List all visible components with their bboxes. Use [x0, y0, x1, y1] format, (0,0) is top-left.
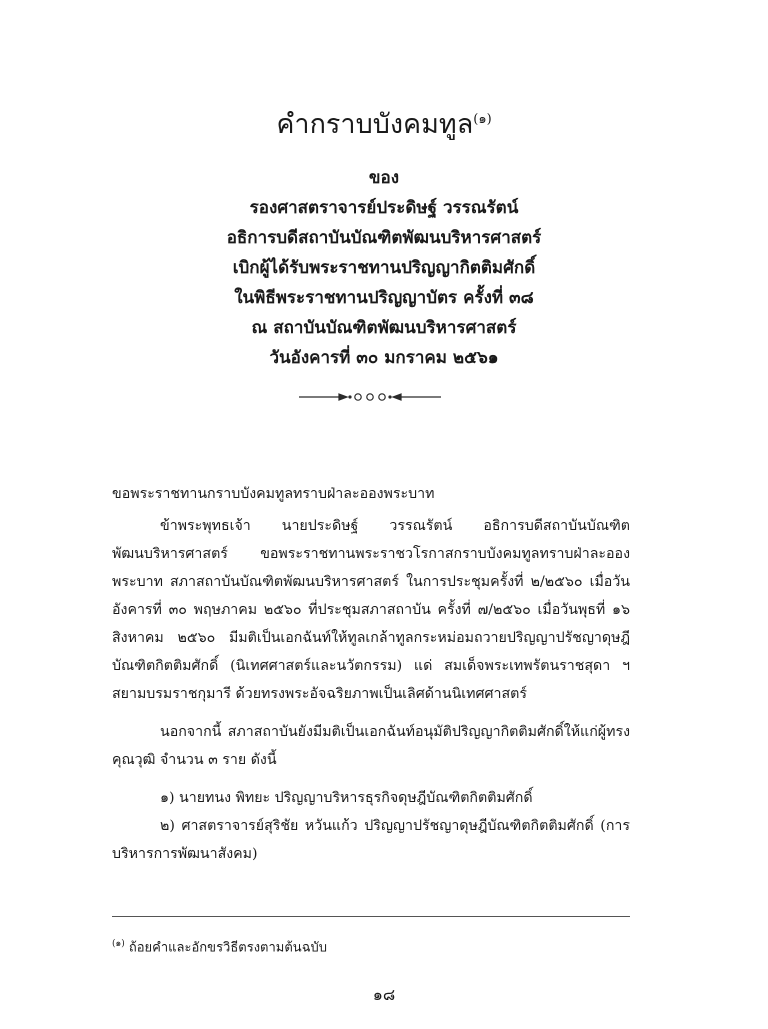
footnote-text: ถ้อยคำและอักขรวิธีตรงตามต้นฉบับ: [124, 940, 328, 956]
footnote-marker: (๑): [112, 939, 125, 949]
decorative-divider-icon: [295, 388, 445, 406]
header-line-purpose: เบิกผู้ได้รับพระราชทานปริญญากิตติมศักดิ์: [232, 258, 536, 278]
paragraph-additional: นอกจากนี้ สภาสถาบันยังมีมติเป็นเอกฉันท์อนุมัติปริญญากิตติมศักดิ์ให้แก่ผู้ทรงคุณวุฒิ จำนวน ๓ ราย ดังนี้: [112, 724, 630, 768]
header-line-ceremony: ในพิธีพระราชทานปริญญาบัตร ครั้งที่ ๓๘: [234, 288, 534, 308]
header-block: [0, 163, 768, 373]
list-item-1: ๑) นายทนง พิทยะ ปริญญาบริหารธุรกิจดุษฎีบัณฑิตกิตติมศักดิ์: [160, 790, 533, 806]
list-item-2: ๒) ศาสตราจารย์สุริชัย หวันแก้ว ปริญญาปรัชญาดุษฎีบัณฑิตกิตติมศักดิ์ (การบริหารการพัฒนาสังคม): [112, 818, 630, 862]
salutation: ขอพระราชทานกราบบังคมทูลทราบฝ่าละอองพระบาท: [112, 486, 435, 502]
header-line-name: รองศาสตราจารย์ประดิษฐ์ วรรณรัตน์: [249, 198, 519, 218]
footnote: [112, 934, 327, 958]
title-text: คำกราบบังคมทูล: [276, 109, 474, 140]
page-number: ๑๘: [372, 985, 396, 1004]
header-line-of: ของ: [368, 168, 400, 188]
header-line-venue: ณ สถาบันบัณฑิตพัฒนบริหารศาสตร์: [251, 318, 517, 338]
title-footnote-ref: (๑): [473, 112, 492, 127]
header-line-date: วันอังคารที่ ๓๐ มกราคม ๒๕๖๑: [269, 348, 499, 368]
paragraph-resolution: ข้าพระพุทธเจ้า นายประดิษฐ์ วรรณรัตน์ อธิการบดีสถาบันบัณฑิตพัฒนบริหารศาสตร์ ขอพระราชทานพระราชวโรกาสกราบบังคมทูลทราบฝ่าละอองพระบาท สภาสถาบันบัณฑิตพัฒนบริหารศาสตร์ ในการประชุมครั้งที่ ๒/๒๕๖๐ เมื่อวันอังคารที่ ๓๐ พฤษภาคม ๒๕๖๐ ที่ประชุมสภาสถาบัน ครั้งที่ ๗/๒๕๖๐ เมื่อวันพุธที่ ๑๖ สิงหาคม ๒๕๖๐ มีมติเป็นเอกฉันท์ให้ทูลเกล้าทูลกระหม่อมถวายปริญญาปรัชญาดุษฎีบัณฑิตกิตติมศักดิ์ (นิเทศศาสตร์และนวัตกรรม) แด่ สมเด็จพระเทพรัตนราชสุดา ฯ สยามบรมราชกุมารี ด้วยทรงพระอัจฉริยภาพเป็นเลิศด้านนิเทศศาสตร์: [112, 518, 630, 702]
header-line-position: อธิการบดีสถาบันบัณฑิตพัฒนบริหารศาสตร์: [226, 228, 542, 248]
footnote-divider: [112, 916, 630, 917]
letter-body: [112, 480, 630, 868]
page-title: [0, 100, 768, 145]
